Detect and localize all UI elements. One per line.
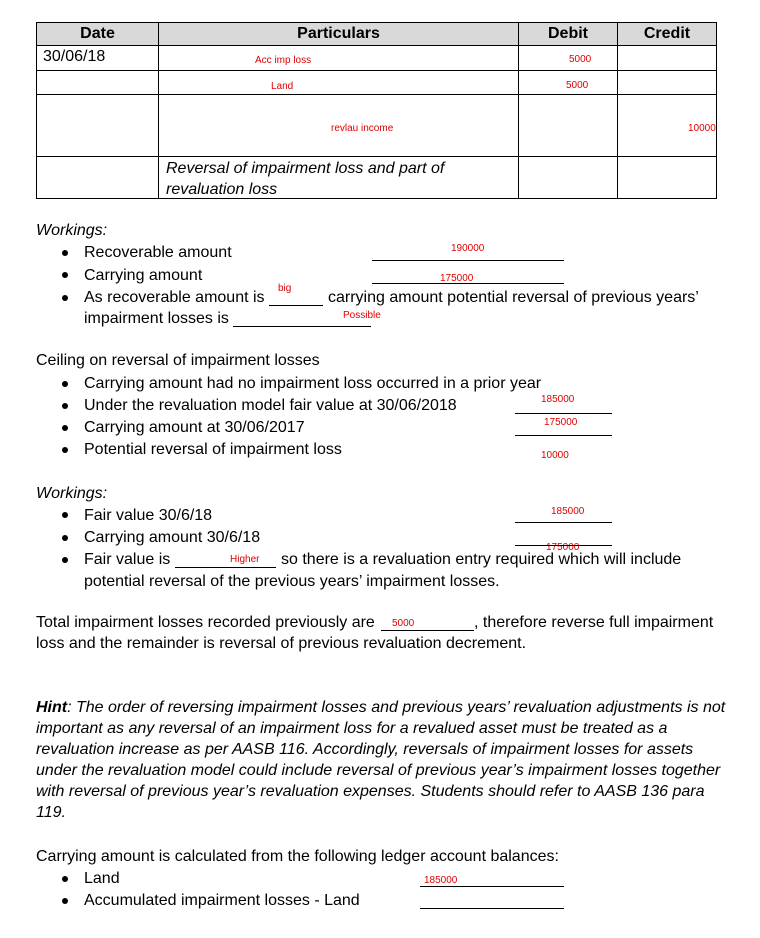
recoverable-label: Recoverable amount bbox=[84, 244, 232, 261]
table-header-row bbox=[37, 23, 717, 46]
ceiling-item-4: Potential reversal of impairment loss bbox=[84, 441, 342, 458]
carrying-value-2: 175000 bbox=[546, 542, 580, 553]
answer-line bbox=[420, 908, 564, 909]
impairment-fill: Possible bbox=[343, 310, 381, 321]
header-credit: Credit bbox=[618, 23, 717, 46]
table-row bbox=[37, 71, 717, 95]
ceiling-item-2: Under the revaluation model fair value at 30/06/2018 bbox=[84, 397, 457, 414]
bullet bbox=[62, 535, 68, 541]
hint-paragraph bbox=[36, 697, 736, 823]
fair-value: 185000 bbox=[551, 506, 585, 517]
debit-value: 5000 bbox=[566, 80, 589, 91]
cell-particulars bbox=[159, 71, 519, 95]
credit-value: 10000 bbox=[688, 123, 716, 134]
fair-value-fill: Higher bbox=[230, 554, 260, 565]
cell-credit bbox=[618, 157, 717, 199]
cell-credit bbox=[618, 46, 717, 71]
hint-text: : The order of reversing impairment losses and previous years’ revaluation adjustments is not important as any reversal of an impairment loss for a revalued asset must be treated as a revaluation increase as per AASB 116. Accordingly, reversals of impairment losses for assets under the revaluation model could include reversal of previous year’s impairment losses together with reversal of previous year’s revaluation expenses. Students should refer to AASB 136 para 119. bbox=[36, 699, 726, 821]
journal-table bbox=[36, 22, 717, 199]
total-text-before: Total impairment losses recorded previously are bbox=[36, 614, 375, 631]
cell-date bbox=[37, 46, 159, 71]
header-debit: Debit bbox=[519, 23, 618, 46]
particulars-value: Acc imp loss bbox=[255, 55, 312, 66]
answer-line bbox=[175, 567, 276, 568]
answer-line bbox=[515, 545, 612, 546]
total-text-after: , therefore reverse full impairment bbox=[474, 614, 714, 631]
impairment-losses-text: impairment losses is bbox=[84, 310, 229, 327]
fair-value-label: Fair value 30/6/18 bbox=[84, 507, 213, 524]
cell-debit bbox=[519, 46, 618, 71]
bullet bbox=[62, 250, 68, 256]
workings-heading: Workings: bbox=[36, 485, 108, 502]
cell-date bbox=[37, 157, 159, 199]
cell-particulars bbox=[159, 46, 519, 71]
recoverable-value: 190000 bbox=[451, 243, 485, 254]
bullet bbox=[62, 876, 68, 882]
ceiling-item-1: Carrying amount had no impairment loss occurred in a prior year bbox=[84, 375, 542, 392]
answer-line bbox=[515, 522, 612, 523]
answer-line bbox=[515, 413, 612, 414]
ceiling-item-2-value: 185000 bbox=[541, 394, 575, 405]
bullet bbox=[62, 425, 68, 431]
header-date: Date bbox=[37, 23, 159, 46]
answer-line bbox=[372, 283, 564, 284]
carrying-label-2: Carrying amount 30/6/18 bbox=[84, 529, 261, 546]
table-row bbox=[37, 46, 717, 71]
answer-line bbox=[515, 435, 612, 436]
date-value: 30/06/18 bbox=[43, 48, 106, 65]
ledger-heading: Carrying amount is calculated from the following ledger account balances: bbox=[36, 848, 559, 865]
ceiling-item-4-value: 10000 bbox=[541, 450, 569, 461]
cell-particulars bbox=[159, 157, 519, 199]
carrying-label: Carrying amount bbox=[84, 267, 203, 284]
cell-credit bbox=[618, 71, 717, 95]
answer-line bbox=[269, 305, 323, 306]
cell-credit bbox=[618, 95, 717, 157]
cell-date bbox=[37, 95, 159, 157]
bullet bbox=[62, 898, 68, 904]
ledger-land-label: Land bbox=[84, 870, 120, 887]
header-particulars: Particulars bbox=[159, 23, 519, 46]
ceiling-item-3: Carrying amount at 30/06/2017 bbox=[84, 419, 305, 436]
particulars-value: revlau income bbox=[331, 123, 394, 134]
answer-line bbox=[372, 260, 564, 261]
answer-line bbox=[381, 630, 474, 631]
cell-debit bbox=[519, 71, 618, 95]
hint-label: Hint bbox=[36, 699, 68, 716]
debit-value: 5000 bbox=[569, 54, 592, 65]
cell-date bbox=[37, 71, 159, 95]
carrying-potential-text: carrying amount potential reversal of previous years’ bbox=[328, 289, 699, 306]
table-row bbox=[37, 157, 717, 199]
ledger-land-value: 185000 bbox=[424, 875, 458, 886]
total-line-2: loss and the remainder is reversal of previous revaluation decrement. bbox=[36, 635, 527, 652]
bullet bbox=[62, 272, 68, 278]
ceiling-item-3-value: 175000 bbox=[544, 417, 578, 428]
cell-debit bbox=[519, 95, 618, 157]
table-row bbox=[37, 95, 717, 157]
answer-line bbox=[420, 886, 564, 887]
carrying-value: 175000 bbox=[440, 273, 474, 284]
revaluation-text: so there is a revaluation entry required which will include bbox=[281, 551, 682, 568]
as-recoverable-fill: big bbox=[278, 283, 292, 294]
particulars-value: Land bbox=[271, 81, 294, 92]
cell-debit bbox=[519, 157, 618, 199]
cell-particulars bbox=[159, 95, 519, 157]
bullet bbox=[62, 381, 68, 387]
particulars-narration: Reversal of impairment loss and part of revaluation loss bbox=[166, 160, 445, 198]
bullet bbox=[62, 512, 68, 518]
ceiling-heading: Ceiling on reversal of impairment losses bbox=[36, 352, 320, 369]
ledger-acc-label: Accumulated impairment losses - Land bbox=[84, 892, 360, 909]
fair-value-is-text: Fair value is bbox=[84, 551, 171, 568]
as-recoverable-text: As recoverable amount is bbox=[84, 289, 265, 306]
total-value: 5000 bbox=[392, 618, 415, 629]
bullet bbox=[62, 557, 68, 563]
bullet bbox=[62, 295, 68, 301]
bullet bbox=[62, 403, 68, 409]
bullet bbox=[62, 447, 68, 453]
workings-heading: Workings: bbox=[36, 222, 108, 239]
answer-line bbox=[233, 326, 371, 327]
potential-text: potential reversal of the previous years’ impairment losses. bbox=[84, 573, 500, 590]
